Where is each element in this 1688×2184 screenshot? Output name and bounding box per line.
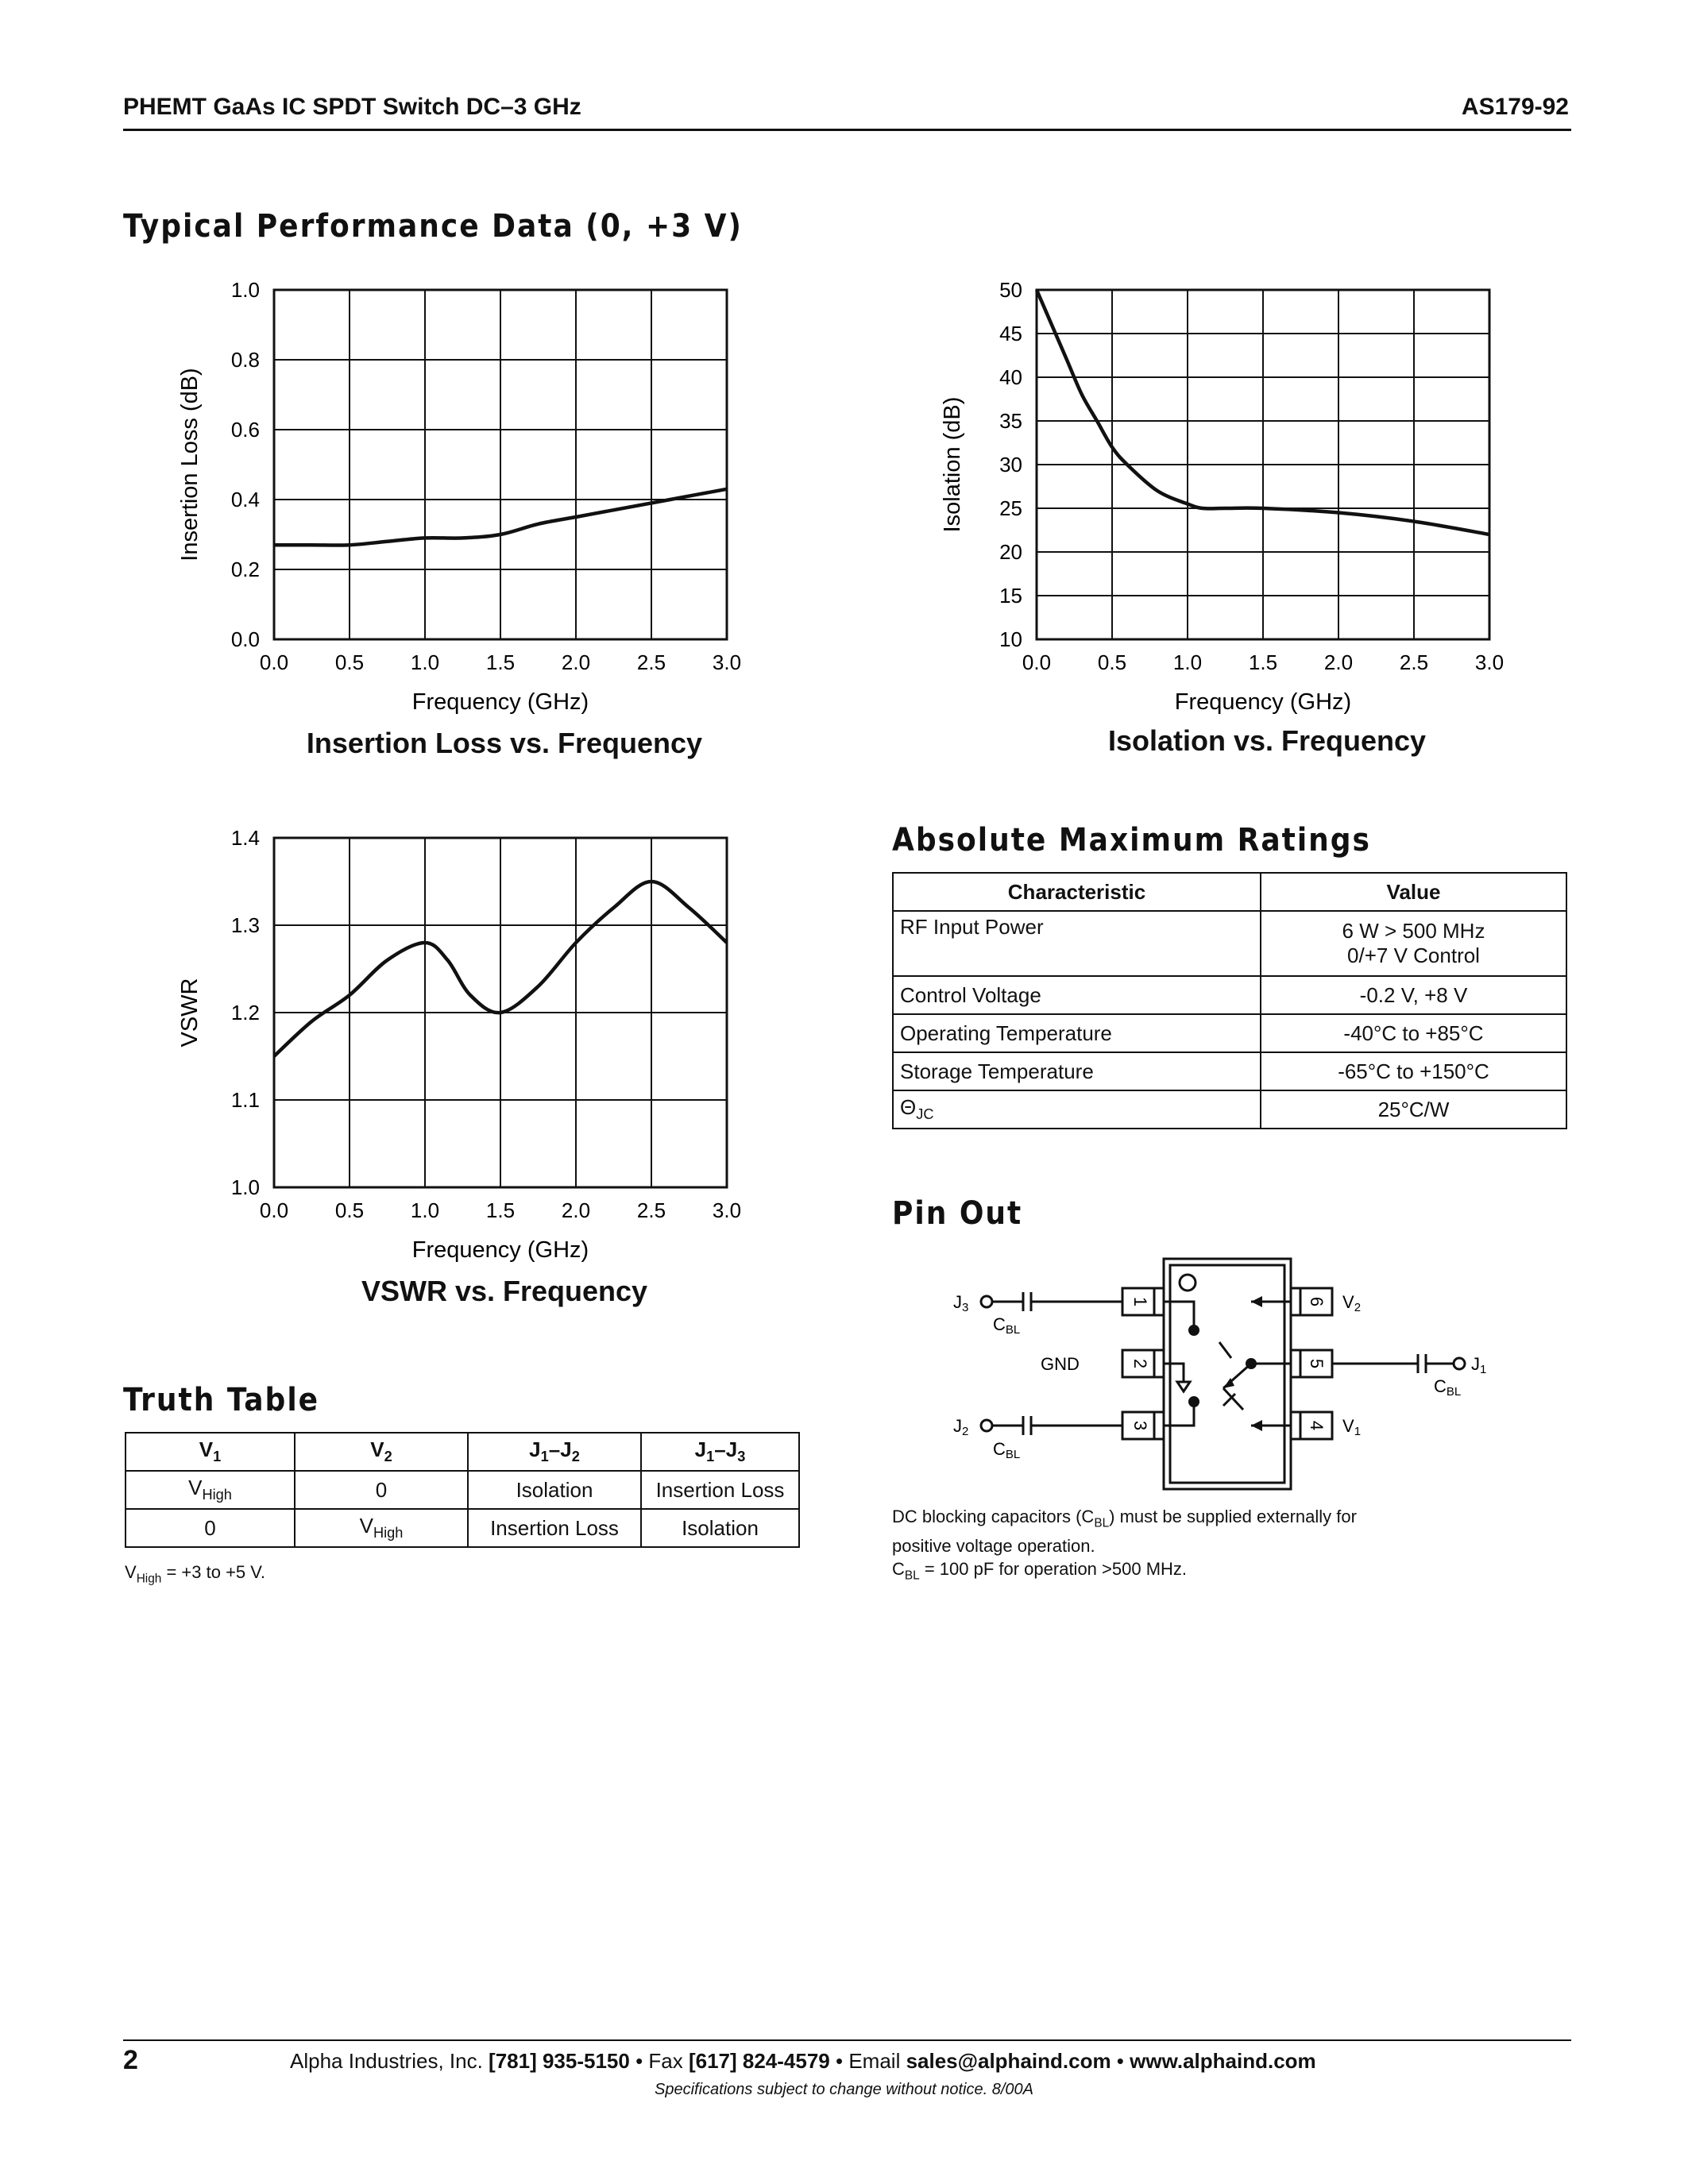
rating-characteristic: Control Voltage <box>893 976 1261 1014</box>
y-tick-label: 0.6 <box>230 418 260 442</box>
rating-characteristic: $\Theta_{JC}$ <box>893 1090 1261 1129</box>
x-tick-label: 2.0 <box>561 1198 591 1222</box>
pinout-note: DC blocking capacitors $(C_{BL})$ must be supplied externally for positive voltage operation. $C_{BL} = 100$ pF for operation >500 MHz. <box>892 1507 1357 1583</box>
truth-header-v1: $V_1$ <box>126 1433 295 1471</box>
x-tick-label: 2.5 <box>636 650 666 674</box>
y-tick-label: 20 <box>999 540 1022 564</box>
rating-value: 6 W > 500 MHz 0/+7 V Control <box>1261 911 1566 976</box>
footer-disclaimer: Specifications subject to change without notice. 8/00A <box>655 2081 1033 2098</box>
y-tick-label: 35 <box>999 409 1022 433</box>
x-tick-label: 0.0 <box>259 1198 289 1222</box>
x-tick-label: 0.5 <box>334 1198 365 1222</box>
vswr-caption: VSWR vs. Frequency <box>361 1275 648 1307</box>
truth-table-note: $V_{High} = +3$ to +5 V. <box>125 1562 266 1586</box>
y-tick-label: 25 <box>999 496 1022 520</box>
rating-value: -0.2 V, +8 V <box>1261 976 1566 1014</box>
cbl-label: CBL <box>1434 1376 1462 1399</box>
truth-cell: Insertion Loss <box>641 1471 799 1509</box>
gnd-label: GND <box>1041 1354 1080 1374</box>
truth-cell: $V_{High}$ <box>295 1509 468 1547</box>
ic-package-inner <box>1170 1265 1284 1483</box>
y-axis-label: VSWR <box>177 978 203 1048</box>
section-performance: Typical Performance Data (0, +3 V) <box>123 208 743 245</box>
section-truth-table: Truth Table <box>123 1382 320 1418</box>
y-axis-label: Isolation (dB) <box>940 396 965 533</box>
y-tick-label: 30 <box>999 453 1022 477</box>
web-link[interactable]: www.alphaind.com <box>1130 2049 1316 2073</box>
table-row <box>126 1471 799 1509</box>
ratings-header-characteristic: Characteristic <box>893 873 1261 911</box>
control-arrow-v2 <box>1251 1296 1262 1307</box>
x-tick-label: 2.5 <box>1399 650 1429 674</box>
pin-number: 3 <box>1130 1420 1151 1431</box>
table-row <box>893 1090 1566 1129</box>
x-tick-label: 1.5 <box>1248 650 1278 674</box>
x-tick-label: 2.5 <box>636 1198 666 1222</box>
table-row <box>893 1052 1566 1090</box>
table-row <box>893 911 1566 976</box>
vswr-chart <box>159 810 794 1271</box>
rating-characteristic: RF Input Power <box>893 911 1261 976</box>
x-tick-label: 3.0 <box>712 650 742 674</box>
cbl-label: CBL <box>993 1439 1021 1461</box>
x-tick-label: 1.5 <box>485 1198 516 1222</box>
x-tick-label: 3.0 <box>712 1198 742 1222</box>
pin-number: 2 <box>1130 1358 1151 1369</box>
j1-label: J1 <box>1471 1354 1487 1376</box>
cbl-label: CBL <box>993 1314 1021 1337</box>
v2-label: V2 <box>1342 1292 1362 1314</box>
x-tick-label: 1.0 <box>410 1198 440 1222</box>
footer-rule <box>123 2039 1571 2041</box>
truth-cell: Isolation <box>641 1509 799 1547</box>
pin-number: 4 <box>1307 1420 1327 1431</box>
rating-characteristic: Storage Temperature <box>893 1052 1261 1090</box>
x-axis-label: Frequency (GHz) <box>411 689 589 715</box>
footer-contact: Alpha Industries, Inc. [781] 935-5150 • Fax [617] 824-4579 • Email sales@alphaind.com • www.alphaind.com <box>290 2049 1316 2073</box>
pin-number: 5 <box>1307 1358 1327 1369</box>
page-number: 2 <box>123 2045 138 2075</box>
ratings-header-value: Value <box>1261 873 1566 911</box>
ratings-header-row <box>893 873 1566 911</box>
j1-terminal <box>1454 1358 1465 1369</box>
y-tick-label: 1.0 <box>230 1175 260 1199</box>
truth-header-v2: $V_2$ <box>295 1433 468 1471</box>
x-tick-label: 2.0 <box>561 650 591 674</box>
truth-cell: 0 <box>126 1509 295 1547</box>
y-tick-label: 0.8 <box>230 348 260 372</box>
control-arrow-v1 <box>1251 1420 1262 1431</box>
y-tick-label: 1.3 <box>230 913 260 937</box>
v1-label: V1 <box>1342 1416 1362 1438</box>
truth-header-j1j2: $J_1-J_2$ <box>468 1433 641 1471</box>
j3-terminal <box>981 1296 992 1307</box>
insertion-loss-caption: Insertion Loss vs. Frequency <box>306 727 703 759</box>
y-tick-label: 0.0 <box>230 627 260 651</box>
isolation-caption: Isolation vs. Frequency <box>1107 724 1427 757</box>
x-tick-label: 1.0 <box>410 650 440 674</box>
part-number: AS179-92 <box>1461 94 1569 120</box>
pinout-diagram <box>929 1247 1525 1493</box>
y-tick-label: 0.2 <box>230 558 260 581</box>
x-tick-label: 2.0 <box>1323 650 1354 674</box>
table-row <box>126 1509 799 1547</box>
section-pinout: Pin Out <box>892 1195 1023 1232</box>
y-tick-label: 10 <box>999 627 1022 651</box>
ground-symbol <box>1177 1382 1190 1391</box>
table-row <box>893 1014 1566 1052</box>
x-tick-label: 1.0 <box>1172 650 1203 674</box>
rating-value: 25°C/W <box>1261 1090 1566 1129</box>
pin-number: 1 <box>1130 1296 1151 1307</box>
header-title: PHEMT GaAs IC SPDT Switch DC–3 GHz <box>123 94 581 120</box>
x-tick-label: 0.5 <box>1097 650 1127 674</box>
rating-characteristic: Operating Temperature <box>893 1014 1261 1052</box>
x-tick-label: 0.0 <box>259 650 289 674</box>
x-tick-label: 1.5 <box>485 650 516 674</box>
j2-terminal <box>981 1420 992 1431</box>
email-link[interactable]: sales@alphaind.com <box>906 2049 1111 2073</box>
y-axis-label: Insertion Loss (dB) <box>177 368 203 561</box>
truth-header-row <box>126 1433 799 1471</box>
y-tick-label: 1.0 <box>230 278 260 302</box>
ratings-table <box>892 872 1567 1129</box>
j2-label: J2 <box>953 1416 969 1438</box>
x-axis-label: Frequency (GHz) <box>411 1237 589 1263</box>
truth-cell: Isolation <box>468 1471 641 1509</box>
j3-label: J3 <box>953 1292 969 1314</box>
rating-value: -65°C to +150°C <box>1261 1052 1566 1090</box>
pin-number: 6 <box>1307 1296 1327 1307</box>
insertion-loss-chart <box>159 262 794 723</box>
header-rule <box>123 129 1571 131</box>
x-axis-label: Frequency (GHz) <box>1174 689 1352 715</box>
rating-value: -40°C to +85°C <box>1261 1014 1566 1052</box>
y-tick-label: 1.4 <box>230 826 260 850</box>
y-tick-label: 40 <box>999 365 1022 389</box>
x-tick-label: 3.0 <box>1474 650 1505 674</box>
truth-table <box>125 1432 800 1548</box>
y-tick-label: 15 <box>999 584 1022 608</box>
x-tick-label: 0.0 <box>1022 650 1052 674</box>
truth-cell: $V_{High}$ <box>126 1471 295 1509</box>
truth-header-j1j3: $J_1-J_3$ <box>641 1433 799 1471</box>
isolation-chart <box>921 262 1557 723</box>
y-tick-label: 0.4 <box>230 488 260 511</box>
pin1-marker <box>1180 1275 1196 1291</box>
y-tick-label: 1.2 <box>230 1001 260 1024</box>
section-ratings: Absolute Maximum Ratings <box>892 822 1371 859</box>
y-tick-label: 45 <box>999 322 1022 345</box>
truth-cell: Insertion Loss <box>468 1509 641 1547</box>
y-tick-label: 1.1 <box>230 1088 260 1112</box>
x-tick-label: 0.5 <box>334 650 365 674</box>
truth-cell: 0 <box>295 1471 468 1509</box>
y-tick-label: 50 <box>999 278 1022 302</box>
table-row <box>893 976 1566 1014</box>
